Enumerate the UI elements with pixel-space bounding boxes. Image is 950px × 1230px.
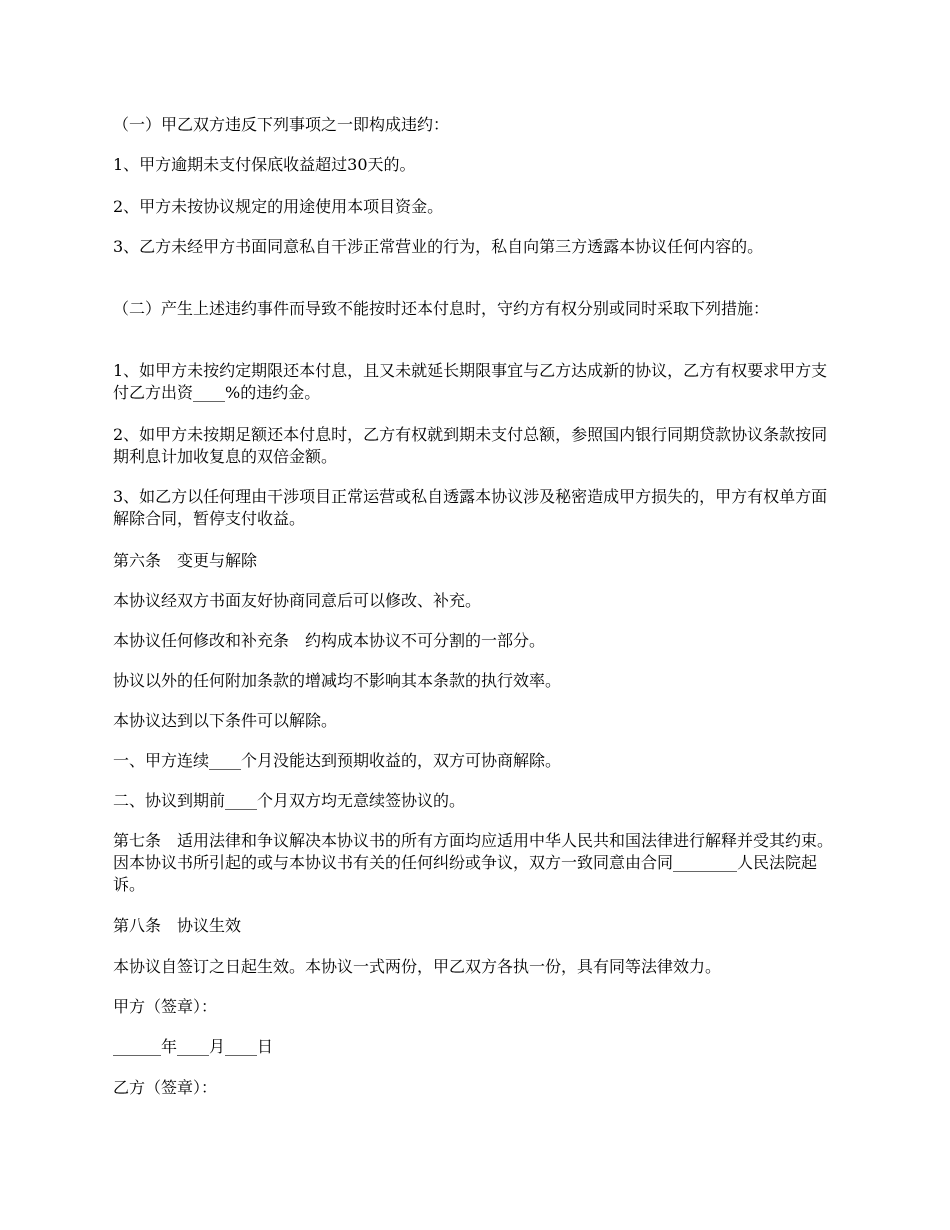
paragraph-termination-2: 二、协议到期前____个月双方均无意续签协议的。	[113, 791, 466, 810]
heading-article-6: 第六条 变更与解除	[113, 551, 258, 570]
paragraph-amend-3: 协议以外的任何附加条款的增减均不影响其本条款的执行效率。	[113, 671, 562, 690]
heading-article-8: 第八条 协议生效	[113, 916, 242, 935]
paragraph-amend-1: 本协议经双方书面友好协商同意后可以修改、补充。	[113, 591, 482, 610]
signature-party-a: 甲方（签章）：	[113, 997, 218, 1016]
paragraph-breach-item-3: 3、乙方未经甲方书面同意私自干涉正常营业的行为，私自向第三方透露本协议任何内容的。	[113, 237, 764, 256]
paragraph-article-7: 第七条 适用法律和争议解决本协议书的所有方面均应适用中华人民共和国法律进行解释并受其约束。因本协议书所引起的或与本协议书有关的任何纠纷或争议，双方一致同意由合同________人民法院起诉。	[113, 831, 834, 894]
paragraph-remedy-2: 2、如甲方未按期足额还本付息时，乙方有权就到期未支付总额，参照国内银行同期贷款协议条款按同期利息计加收复息的双倍金额。	[113, 425, 828, 466]
paragraph-termination-1: 一、甲方连续____个月没能达到预期收益的，双方可协商解除。	[113, 751, 562, 770]
signature-party-b: 乙方（签章）：	[113, 1078, 218, 1097]
paragraph-termination-intro: 本协议达到以下条件可以解除。	[113, 711, 338, 730]
paragraph-effective: 本协议自签订之日起生效。本协议一式两份，甲乙双方各执一份，具有同等法律效力。	[113, 957, 722, 976]
signature-date-line: ______年____月____日	[113, 1037, 274, 1056]
paragraph-remedies-intro: （二）产生上述违约事件而导致不能按时还本付息时，守约方有权分别或同时采取下列措施：	[113, 299, 770, 318]
paragraph-breach-item-2: 2、甲方未按协议规定的用途使用本项目资金。	[113, 197, 444, 216]
paragraph-remedy-1: 1、如甲方未按约定期限还本付息，且又未就延长期限事宜与乙方达成新的协议，乙方有权要求甲方支付乙方出资____%的违约金。	[113, 361, 828, 402]
paragraph-amend-2: 本协议任何修改和补充条 约构成本协议不可分割的一部分。	[113, 631, 546, 650]
paragraph-remedy-3: 3、如乙方以任何理由干涉项目正常运营或私自透露本协议涉及秘密造成甲方损失的，甲方有权单方面解除合同，暂停支付收益。	[113, 487, 828, 528]
paragraph-breach-item-1: 1、甲方逾期未支付保底收益超过30天的。	[113, 155, 416, 174]
paragraph-breach-intro: （一）甲乙双方违反下列事项之一即构成违约：	[113, 115, 450, 134]
